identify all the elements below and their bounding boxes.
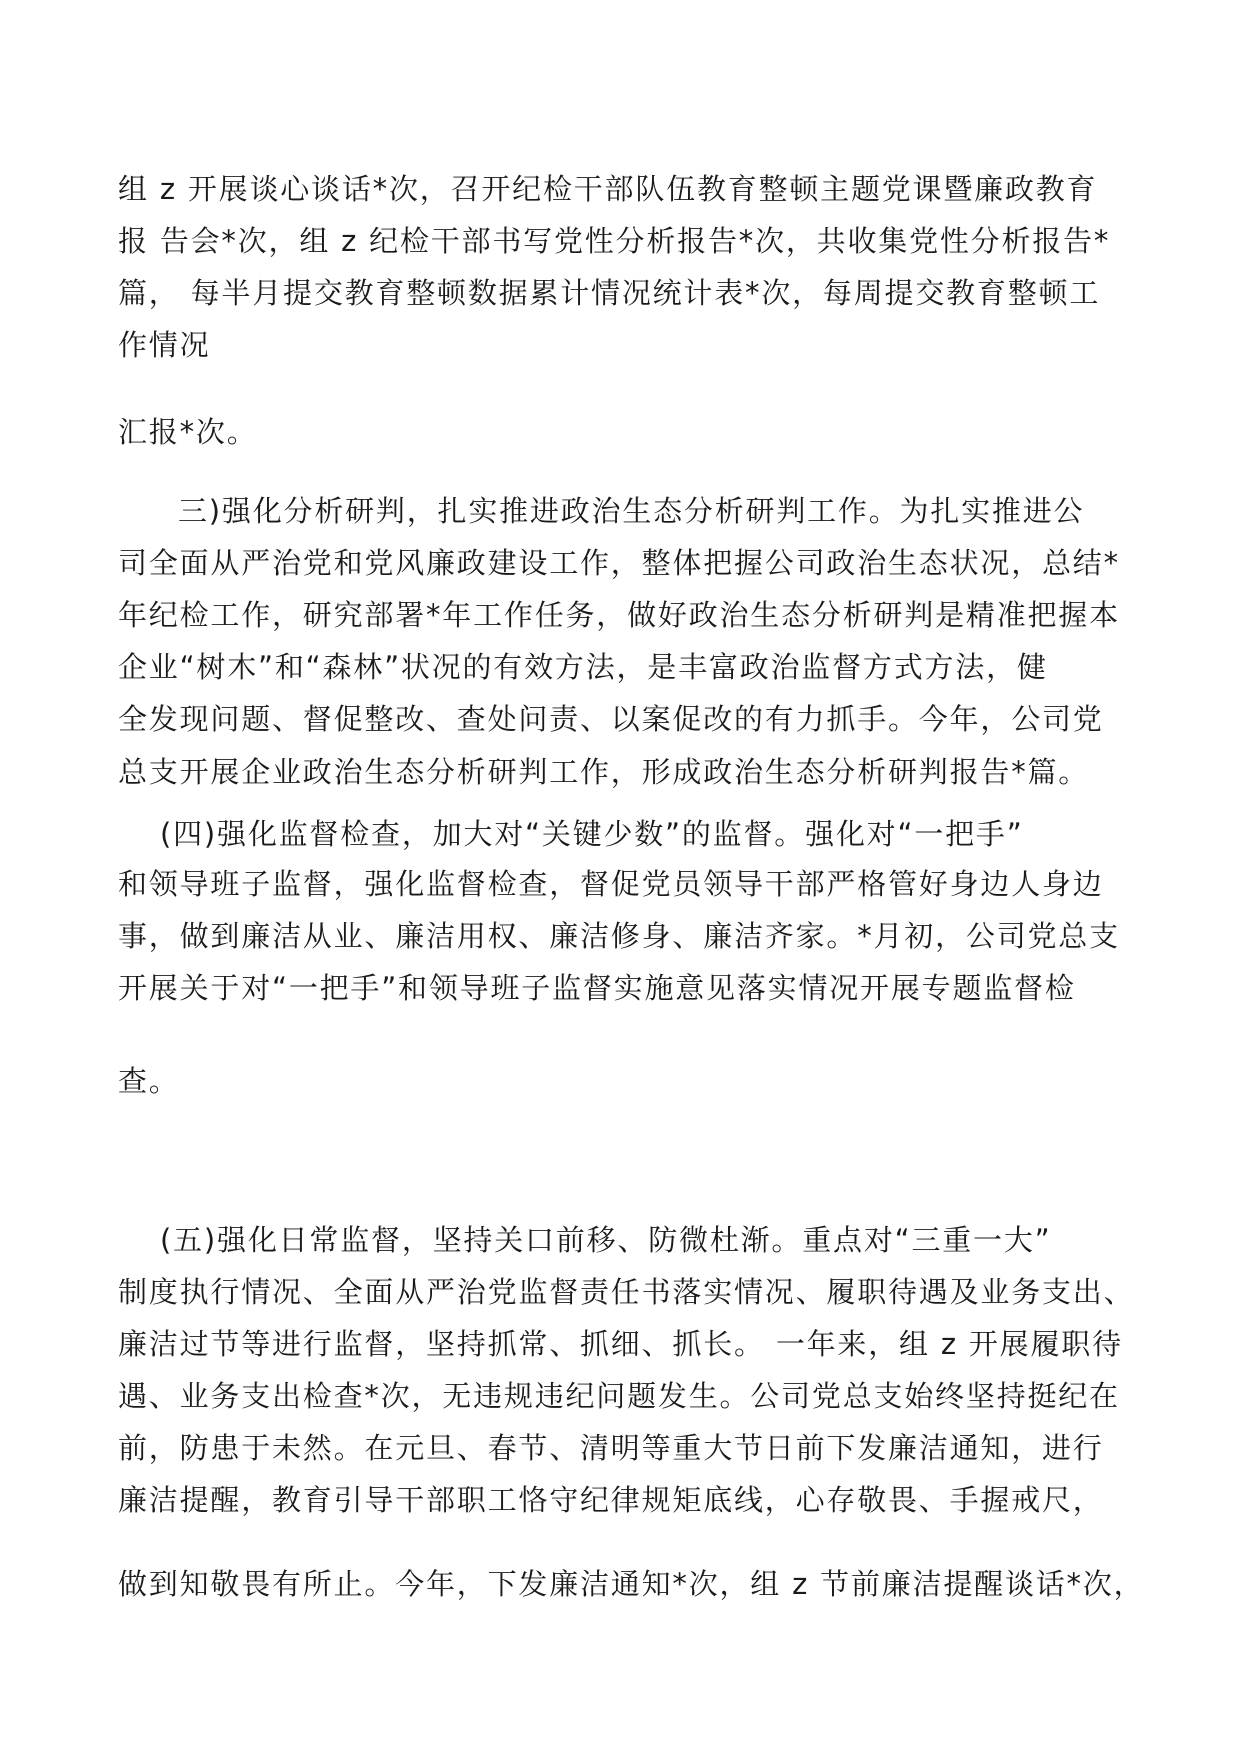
text-line: 总支开展企业政治生态分析研判工作，形成政治生态分析研判报告*篇。 — [118, 755, 1090, 789]
text-line: 做到知敬畏有所止。今年，下发廉洁通知*次，组 z 节前廉洁提醒谈话*次， — [118, 1567, 1145, 1601]
text-line: 前，防患于未然。在元旦、春节、清明等重大节日前下发廉洁通知，进行 — [118, 1431, 1104, 1465]
text-line: 司全面从严治党和党风廉政建设工作，整体把握公司政治生态状况，总结* — [118, 546, 1120, 580]
text-line: 作情况 — [118, 328, 211, 362]
text-line: 和领导班子监督，强化监督检查，督促党员领导干部严格管好身边人身边 — [118, 867, 1104, 901]
text-line: 廉洁过节等进行监督，坚持抓常、抓细、抓长。 一年来，组 z 开展履职待 — [118, 1327, 1123, 1361]
text-line: 组 z 开展谈心谈话*次，召开纪检干部队伍教育整顿主题党课暨廉政教育 — [118, 172, 1098, 206]
text-line: 遇、业务支出检查*次，无违规违纪问题发生。公司党总支始终坚持挺纪在 — [118, 1379, 1120, 1413]
text-line: 年纪检工作，研究部署*年工作任务，做好政治生态分析研判是精准把握本 — [118, 598, 1120, 632]
text-line: 汇报*次。 — [118, 415, 258, 449]
text-line: 篇， 每半月提交教育整顿数据累计情况统计表*次，每周提交教育整顿工 — [118, 276, 1101, 310]
section-heading-line: (五)强化日常监督，坚持关口前移、防微杜渐。重点对“三重一大” — [160, 1223, 1052, 1257]
text-line: 报 告会*次，组 z 纪检干部书写党性分析报告*次，共收集党性分析报告* — [118, 224, 1111, 258]
text-line: 查。 — [118, 1064, 180, 1098]
text-line: 开展关于对“一把手”和领导班子监督实施意见落实情况开展专题监督检 — [118, 971, 1076, 1005]
section-heading-line: 三)强化分析研判，扎实推进政治生态分析研判工作。为扎实推进公 — [178, 494, 1085, 528]
section-heading-line: (四)强化监督检查，加大对“关键少数”的监督。强化对“一把手” — [160, 817, 1024, 851]
text-line: 廉洁提醒，教育引导干部职工恪守纪律规矩底线，心存敬畏、手握戒尺， — [118, 1483, 1104, 1517]
text-line: 企业“树木”和“森林”状况的有效方法，是丰富政治监督方式方法，健 — [118, 650, 1048, 684]
text-line: 全发现问题、督促整改、查处问责、以案促改的有力抓手。今年，公司党 — [118, 702, 1104, 736]
text-line: 事，做到廉洁从业、廉洁用权、廉洁修身、廉洁齐家。*月初，公司党总支 — [118, 919, 1120, 953]
text-line: 制度执行情况、全面从严治党监督责任书落实情况、履职待遇及业务支出、 — [118, 1275, 1135, 1309]
